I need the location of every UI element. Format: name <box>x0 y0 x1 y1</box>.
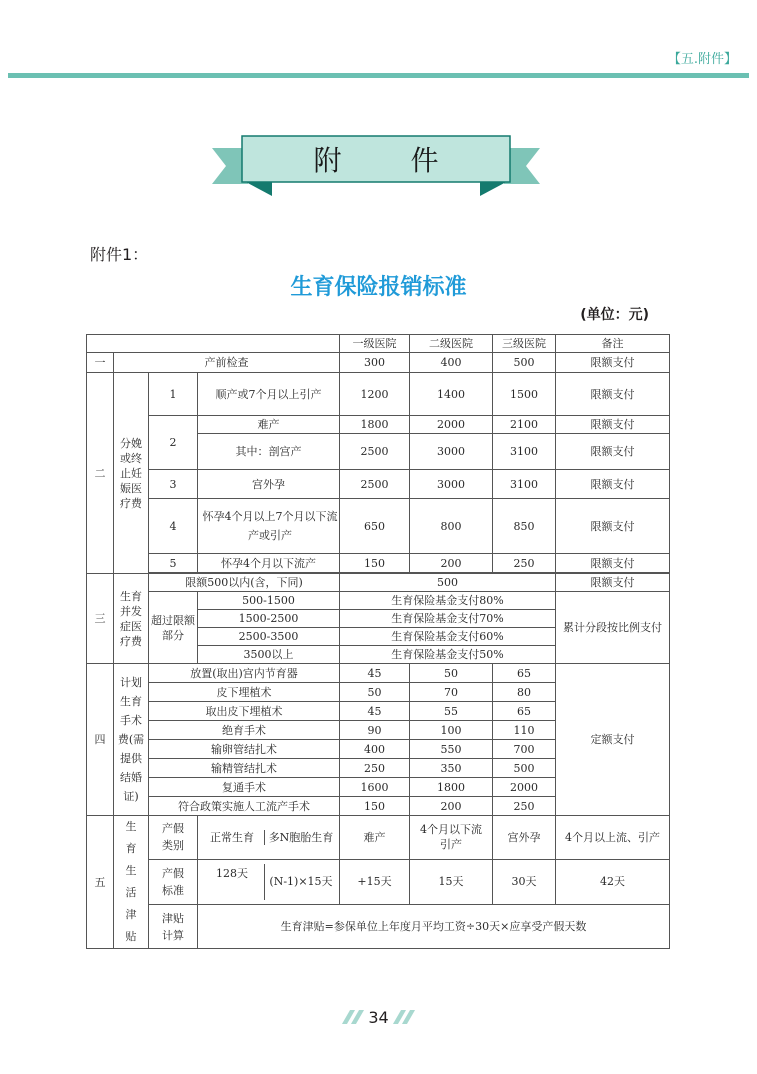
value-level3: 65 <box>493 702 556 721</box>
value-level3: 65 <box>493 664 556 683</box>
row-note: 限额支付 <box>556 470 670 499</box>
value-level2: 3000 <box>410 434 493 470</box>
value-level1: 1200 <box>340 373 410 416</box>
banner-title: 附 件 <box>313 144 469 177</box>
value-level2: 200 <box>410 554 493 573</box>
row-item: 其中：剖宫产 <box>198 434 340 470</box>
section-number: 四 <box>87 664 114 816</box>
row-note: 限额支付 <box>556 353 670 373</box>
leave-type-label: 产假类别 <box>149 816 198 860</box>
value-level3: 80 <box>493 683 556 702</box>
value-level3: 850 <box>493 499 556 554</box>
allowance-calc-label: 津贴计算 <box>149 905 198 949</box>
value-level3: 1500 <box>493 373 556 416</box>
leave-type: 正常生育 多N胞胎生育 <box>198 816 340 860</box>
row-item: 放置(取出)宫内节育器 <box>149 664 340 683</box>
cost-range: 2500-3500 <box>198 628 340 646</box>
row-item: 产前检查 <box>114 353 340 373</box>
value-level1: 50 <box>340 683 410 702</box>
leave-standard-label: 产假标准 <box>149 859 198 904</box>
item-index: 1 <box>149 373 198 416</box>
header-note: 备注 <box>556 335 670 353</box>
row-item: 皮下埋植术 <box>149 683 340 702</box>
section-label: 分娩或终止妊娠医疗费 <box>114 373 149 574</box>
table-header-row <box>87 335 670 353</box>
row-item: 怀孕4个月以上7个月以下流产或引产 <box>198 499 340 554</box>
table-row <box>87 592 670 610</box>
leave-standard: +15天 <box>340 859 410 904</box>
value-level2: 1400 <box>410 373 493 416</box>
item-index: 4 <box>149 499 198 554</box>
value-level2: 70 <box>410 683 493 702</box>
row-number: 一 <box>87 353 114 373</box>
value-level2: 2000 <box>410 416 493 434</box>
table-row <box>87 499 670 554</box>
pay-ratio: 生育保险基金支付50% <box>340 646 556 664</box>
row-item: 符合政策实施人工流产手术 <box>149 797 340 816</box>
row-item: 取出皮下埋植术 <box>149 702 340 721</box>
table-row <box>87 816 670 860</box>
leave-type: 4个月以上流、引产 <box>556 816 670 860</box>
leave-standard: 30天 <box>493 859 556 904</box>
attachment-label: 附件1： <box>90 245 149 264</box>
value-level3: 2100 <box>493 416 556 434</box>
value-level2: 550 <box>410 740 493 759</box>
value-level1: 1800 <box>340 416 410 434</box>
header-rule <box>8 73 749 78</box>
section-label: 生育生活津贴 <box>114 816 149 949</box>
table-row <box>87 664 670 683</box>
value-level2: 400 <box>410 353 493 373</box>
item-index: 3 <box>149 470 198 499</box>
table-row <box>87 470 670 499</box>
leave-type: 宫外孕 <box>493 816 556 860</box>
value-level1: 400 <box>340 740 410 759</box>
leave-standard: 42天 <box>556 859 670 904</box>
row-item: 复通手术 <box>149 778 340 797</box>
row-item: 怀孕4个月以下流产 <box>198 554 340 573</box>
value-level3: 2000 <box>493 778 556 797</box>
row-item: 输精管结扎术 <box>149 759 340 778</box>
reimbursement-table <box>86 334 670 949</box>
header-level1: 一级医院 <box>340 335 410 353</box>
section-label: 计划生育手术费(需提供结婚证) <box>114 664 149 816</box>
leave-type: 难产 <box>340 816 410 860</box>
value-level1: 1600 <box>340 778 410 797</box>
cost-range: 1500-2500 <box>198 610 340 628</box>
pay-ratio: 生育保险基金支付70% <box>340 610 556 628</box>
value-level3: 250 <box>493 797 556 816</box>
value-level3: 700 <box>493 740 556 759</box>
value-level1: 45 <box>340 664 410 683</box>
table-row <box>87 574 670 592</box>
value-level2: 3000 <box>410 470 493 499</box>
page-number: 34 <box>368 1007 389 1027</box>
pay-ratio: 生育保险基金支付80% <box>340 592 556 610</box>
table-row <box>87 373 670 416</box>
value-level3: 3100 <box>493 434 556 470</box>
pay-ratio: 生育保险基金支付60% <box>340 628 556 646</box>
cost-range: 500-1500 <box>198 592 340 610</box>
section-number: 三 <box>87 574 114 664</box>
row-note: 限额支付 <box>556 434 670 470</box>
header-level2: 二级医院 <box>410 335 493 353</box>
unit-label: (单位：元) <box>580 307 649 323</box>
ranges-note: 累计分段按比例支付 <box>556 592 670 664</box>
table-row <box>87 353 670 373</box>
value-level2: 55 <box>410 702 493 721</box>
allowance-formula: 生育津贴=参保单位上年度月平均工资÷30天×应享受产假天数 <box>198 905 670 949</box>
item-index: 5 <box>149 554 198 573</box>
row-item: 限额500以内(含，下同) <box>149 574 340 592</box>
over-limit-label: 超过限额部分 <box>149 592 198 664</box>
cost-range: 3500以上 <box>198 646 340 664</box>
leave-type: 4个月以下流引产 <box>410 816 493 860</box>
row-item: 顺产或7个月以上引产 <box>198 373 340 416</box>
value-level1: 90 <box>340 721 410 740</box>
value-level3: 250 <box>493 554 556 573</box>
row-item: 绝育手术 <box>149 721 340 740</box>
leave-standard: 15天 <box>410 859 493 904</box>
section-tag: 【五.附件】 <box>667 52 737 67</box>
value-level1: 2500 <box>340 434 410 470</box>
section-number: 五 <box>87 816 114 949</box>
row-note: 限额支付 <box>556 574 670 592</box>
value-level2: 200 <box>410 797 493 816</box>
row-note: 定额支付 <box>556 664 670 816</box>
value-level2: 100 <box>410 721 493 740</box>
table-row <box>87 554 670 573</box>
row-item: 宫外孕 <box>198 470 340 499</box>
value-level3: 3100 <box>493 470 556 499</box>
value-level1: 150 <box>340 797 410 816</box>
leave-standard: 128天 (N-1)×15天 <box>198 859 340 904</box>
value-level2: 350 <box>410 759 493 778</box>
row-note: 限额支付 <box>556 499 670 554</box>
document-title: 生育保险报销标准 <box>290 275 467 300</box>
value-level3: 500 <box>493 759 556 778</box>
row-note: 限额支付 <box>556 416 670 434</box>
row-item: 输卵管结扎术 <box>149 740 340 759</box>
row-note: 限额支付 <box>556 554 670 573</box>
section-number: 二 <box>87 373 114 574</box>
value-level2: 800 <box>410 499 493 554</box>
value-level1: 300 <box>340 353 410 373</box>
value-level2: 1800 <box>410 778 493 797</box>
page-footer <box>0 1005 757 1029</box>
value-level2: 50 <box>410 664 493 683</box>
table-row <box>87 859 670 904</box>
value-level1: 650 <box>340 499 410 554</box>
value-level1: 150 <box>340 554 410 573</box>
value-level1: 2500 <box>340 470 410 499</box>
table-row <box>87 905 670 949</box>
header-level3: 三级医院 <box>493 335 556 353</box>
value-level1: 250 <box>340 759 410 778</box>
value-level1: 45 <box>340 702 410 721</box>
item-index: 2 <box>149 416 198 470</box>
value-level3: 500 <box>493 353 556 373</box>
limit-value: 500 <box>340 574 556 592</box>
section-label: 生育并发症医疗费 <box>114 574 149 664</box>
row-note: 限额支付 <box>556 373 670 416</box>
table-row <box>87 416 670 434</box>
banner <box>212 134 540 198</box>
value-level3: 110 <box>493 721 556 740</box>
row-item: 难产 <box>198 416 340 434</box>
